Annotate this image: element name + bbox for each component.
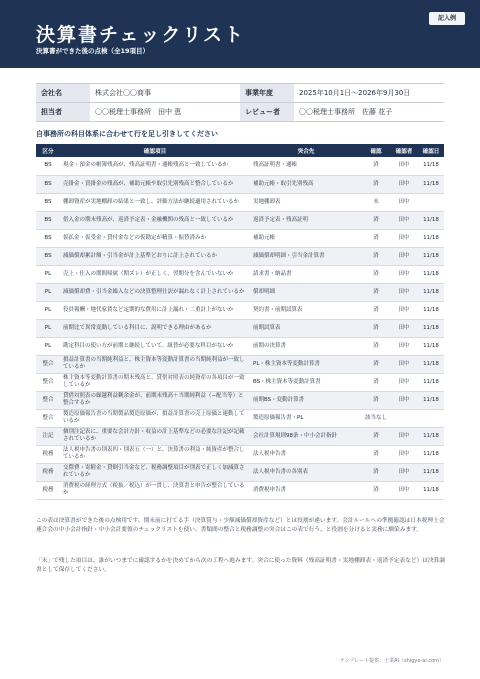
checker-cell: 田中 <box>390 391 418 409</box>
column-header: 確認日 <box>418 144 444 157</box>
table-row <box>36 175 444 193</box>
reference-cell: 法人税申告書 <box>250 445 362 463</box>
date-cell: 11/18 <box>418 175 444 193</box>
column-header: 確認 <box>362 144 390 157</box>
reference-cell: 補助元帳・取引先別残高 <box>250 175 362 193</box>
date-cell: 11/18 <box>418 283 444 301</box>
check-item-cell: 売上・仕入の期間帰属（期ズレ）が正しく、翌期分を含んでいないか <box>60 265 250 283</box>
date-cell: 11/18 <box>418 463 444 481</box>
check-item-cell: 貸借対照表の繰越利益剰余金が、前期末残高＋当期純利益（−配当等）と整合するか <box>60 391 250 409</box>
checklist-table <box>36 144 444 500</box>
status-cell: 済 <box>362 373 390 391</box>
info-value: 2025年10月1日～2026年9月30日 <box>294 84 444 103</box>
info-label: レビュー者 <box>240 103 294 122</box>
category-cell: PL <box>36 265 60 283</box>
reference-cell: 法人税申告書の各別表 <box>250 463 362 481</box>
reference-cell: 返済予定表・残高証明 <box>250 211 362 229</box>
reference-cell: 前期BS・変動計算書 <box>250 391 362 409</box>
status-cell: 済 <box>362 427 390 445</box>
category-cell: PL <box>36 301 60 319</box>
check-item-cell: 減価償却費・引当金繰入などの決算整理仕訳が漏れなく計上されているか <box>60 283 250 301</box>
checker-cell: 田中 <box>390 193 418 211</box>
table-row <box>36 373 444 391</box>
reference-cell: PL・株主資本等変動計算書 <box>250 355 362 373</box>
check-item-cell: 役員報酬・地代家賃など定期的な費用に計上漏れ・二重計上がないか <box>60 301 250 319</box>
table-row <box>36 301 444 319</box>
check-item-cell: 個別注記表に、重要な会計方針・収益の計上基準などの必要な注記が記載されているか <box>60 427 250 445</box>
status-cell: 済 <box>362 301 390 319</box>
table-row <box>36 211 444 229</box>
category-cell: 整合 <box>36 409 60 427</box>
date-cell: 11/18 <box>418 247 444 265</box>
status-cell: 済 <box>362 247 390 265</box>
table-row <box>36 463 444 481</box>
reference-cell: 実地棚卸表 <box>250 193 362 211</box>
check-item-cell: 株主資本等変動計算書の期末残高と、貸借対照表の純資産の各項目が一致しているか <box>60 373 250 391</box>
check-item-cell: 現金・預金の帳簿残高が、残高証明書・通帳残高と一致しているか <box>60 157 250 175</box>
check-item-cell: 損益計算書の当期純利益と、株主資本等変動計算書の当期純利益が一致しているか <box>60 355 250 373</box>
table-row <box>36 247 444 265</box>
checker-cell: 田中 <box>390 301 418 319</box>
date-cell: 11/18 <box>418 427 444 445</box>
reference-cell: 会社計算規則98条・中小会計指針 <box>250 427 362 445</box>
table-row <box>36 355 444 373</box>
category-cell: PL <box>36 283 60 301</box>
date-cell: 11/18 <box>418 319 444 337</box>
reference-cell: 補助元帳 <box>250 229 362 247</box>
date-cell: 11/18 <box>418 355 444 373</box>
check-item-cell: 製造原価報告書の当期製品製造原価が、損益計算書の売上原価と連動しているか <box>60 409 250 427</box>
check-item-cell: 勘定科目の使い方が前期と継続していて、組替が必要な科目がないか <box>60 337 250 355</box>
checker-cell: 田中 <box>390 211 418 229</box>
status-cell: 済 <box>362 391 390 409</box>
table-row <box>36 391 444 409</box>
reference-cell: 前期の決算書 <box>250 337 362 355</box>
date-cell: 11/18 <box>418 391 444 409</box>
reference-cell: BS・株主資本等変動計算書 <box>250 373 362 391</box>
category-cell: 税務 <box>36 463 60 481</box>
reference-cell: 請求書・納品書 <box>250 265 362 283</box>
status-cell: 済 <box>362 337 390 355</box>
category-cell: 注記 <box>36 427 60 445</box>
table-row <box>36 427 444 445</box>
checker-cell: 田中 <box>390 373 418 391</box>
category-cell: BS <box>36 157 60 175</box>
date-cell <box>418 409 444 427</box>
reference-cell: 残高証明書・通帳 <box>250 157 362 175</box>
checker-cell <box>390 409 418 427</box>
category-cell: PL <box>36 319 60 337</box>
column-header: 突合先 <box>250 144 362 157</box>
reference-cell: 製造原価報告書・PL <box>250 409 362 427</box>
example-badge: 記入例 <box>429 12 465 25</box>
status-cell: 済 <box>362 481 390 499</box>
table-row <box>36 157 444 175</box>
checker-cell: 田中 <box>390 319 418 337</box>
date-cell <box>418 193 444 211</box>
table-row <box>36 283 444 301</box>
check-item-cell: 交際費・寄附金・貸倒引当金など、税務調整項目が別表で正しく加減算されているか <box>60 463 250 481</box>
date-cell: 11/18 <box>418 211 444 229</box>
status-cell: 済 <box>362 463 390 481</box>
column-header: 確認項目 <box>60 144 250 157</box>
check-item-cell: 棚卸資産が実地棚卸の結果と一致し、評価方法が継続適用されているか <box>60 193 250 211</box>
info-label: 事業年度 <box>240 84 294 103</box>
page-title: 決算書チェックリスト <box>36 24 246 46</box>
reference-cell: 減価償却明細・引当金計算書 <box>250 247 362 265</box>
category-cell: 整合 <box>36 355 60 373</box>
category-cell: BS <box>36 247 60 265</box>
status-cell: 済 <box>362 265 390 283</box>
date-cell: 11/18 <box>418 481 444 499</box>
status-cell: 済 <box>362 283 390 301</box>
checker-cell: 田中 <box>390 463 418 481</box>
check-item-cell: 消費税の経理方式（税抜／税込）が一貫し、決算書と申告が整合しているか <box>60 481 250 499</box>
date-cell: 11/18 <box>418 337 444 355</box>
status-cell: 済 <box>362 175 390 193</box>
table-row <box>36 337 444 355</box>
footer-credit: テンプレート提供：士業AI（shigyo-ai.com） <box>339 658 444 664</box>
status-cell: 済 <box>362 211 390 229</box>
checker-cell: 田中 <box>390 157 418 175</box>
checklist-header-row <box>36 144 444 157</box>
check-item-cell: 減価償却累計額・引当金が計上基準どおりに計上されているか <box>60 247 250 265</box>
check-item-cell: 売掛金・買掛金の残高が、補助元帳や取引先別残高と整合しているか <box>60 175 250 193</box>
table-row <box>36 229 444 247</box>
table-row <box>36 319 444 337</box>
info-row <box>36 103 444 122</box>
table-row <box>36 409 444 427</box>
header-banner <box>0 0 480 68</box>
category-cell: BS <box>36 175 60 193</box>
category-cell: PL <box>36 337 60 355</box>
category-cell: 整合 <box>36 391 60 409</box>
checker-cell: 田中 <box>390 229 418 247</box>
check-item-cell: 仮払金・仮受金・貸付金などの仮勘定が精算・振替済みか <box>60 229 250 247</box>
status-cell: 該当なし <box>362 409 390 427</box>
info-value: 〇〇税理士事務所 田中 恵 <box>90 103 240 122</box>
date-cell: 11/18 <box>418 229 444 247</box>
check-item-cell: 前期比で異常変動している科目に、説明できる理由があるか <box>60 319 250 337</box>
category-cell: 整合 <box>36 373 60 391</box>
check-item-cell: 借入金の期末残高が、返済予定表・金融機関の残高と一致しているか <box>60 211 250 229</box>
category-cell: BS <box>36 193 60 211</box>
status-cell: 済 <box>362 319 390 337</box>
date-cell: 11/18 <box>418 265 444 283</box>
reference-cell: 消費税申告書 <box>250 481 362 499</box>
category-cell: 税務 <box>36 481 60 499</box>
checker-cell: 田中 <box>390 175 418 193</box>
checker-cell: 田中 <box>390 355 418 373</box>
table-row <box>36 445 444 463</box>
date-cell: 11/18 <box>418 445 444 463</box>
status-cell: 済 <box>362 445 390 463</box>
checker-cell: 田中 <box>390 427 418 445</box>
reference-cell: 契約書・前期試算表 <box>250 301 362 319</box>
column-header: 確認者 <box>390 144 418 157</box>
category-cell: BS <box>36 229 60 247</box>
info-value: 〇〇税理士事務所 佐藤 花子 <box>294 103 444 122</box>
category-cell: BS <box>36 211 60 229</box>
checker-cell: 田中 <box>390 247 418 265</box>
explanation-paragraph: この表は決算書ができた後の点検用です。期末前に打てる手（決算賞与・少額減価償却資産など）とは役割が違います。会計ルールへの準拠確認は日本税理士会連合会の中小会計指針・中小会計要領のチェックリストを使い、書類間の整合と税務調整の突合はこの表で行う、と役割を分けると実務に馴染みます。 <box>36 518 445 533</box>
status-cell: 済 <box>362 355 390 373</box>
page-subtitle: 決算書ができた後の点検（全19項目） <box>36 47 150 55</box>
checker-cell: 田中 <box>390 283 418 301</box>
info-value: 株式会社〇〇商事 <box>90 84 240 103</box>
info-table <box>36 83 444 122</box>
check-item-cell: 法人税申告書の別表四・別表五（一）と、決算書の利益・純資産が整合しているか <box>60 445 250 463</box>
date-cell: 11/18 <box>418 301 444 319</box>
table-row <box>36 193 444 211</box>
date-cell: 11/18 <box>418 373 444 391</box>
status-cell: 済 <box>362 157 390 175</box>
reference-cell: 償却明細 <box>250 283 362 301</box>
reference-cell: 前期試算表 <box>250 319 362 337</box>
info-label: 担当者 <box>36 103 90 122</box>
table-note: 自事務所の科目体系に合わせて行を足し引きしてください <box>36 130 218 138</box>
instruction-paragraph: 「未」で残した項目は、誰がいつまでに確認するかを決めてから次の工程へ進みます。突合に使った資料（残高証明書・実地棚卸表・返済予定表など）は決算調書として保存してください。 <box>36 558 446 573</box>
table-row <box>36 265 444 283</box>
category-cell: 税務 <box>36 445 60 463</box>
checker-cell: 田中 <box>390 265 418 283</box>
checker-cell: 田中 <box>390 337 418 355</box>
checker-cell: 田中 <box>390 481 418 499</box>
status-cell: 未 <box>362 193 390 211</box>
info-row <box>36 84 444 103</box>
column-header: 区分 <box>36 144 60 157</box>
status-cell: 済 <box>362 229 390 247</box>
date-cell: 11/18 <box>418 157 444 175</box>
info-label: 会社名 <box>36 84 90 103</box>
checker-cell: 田中 <box>390 445 418 463</box>
table-row <box>36 481 444 499</box>
